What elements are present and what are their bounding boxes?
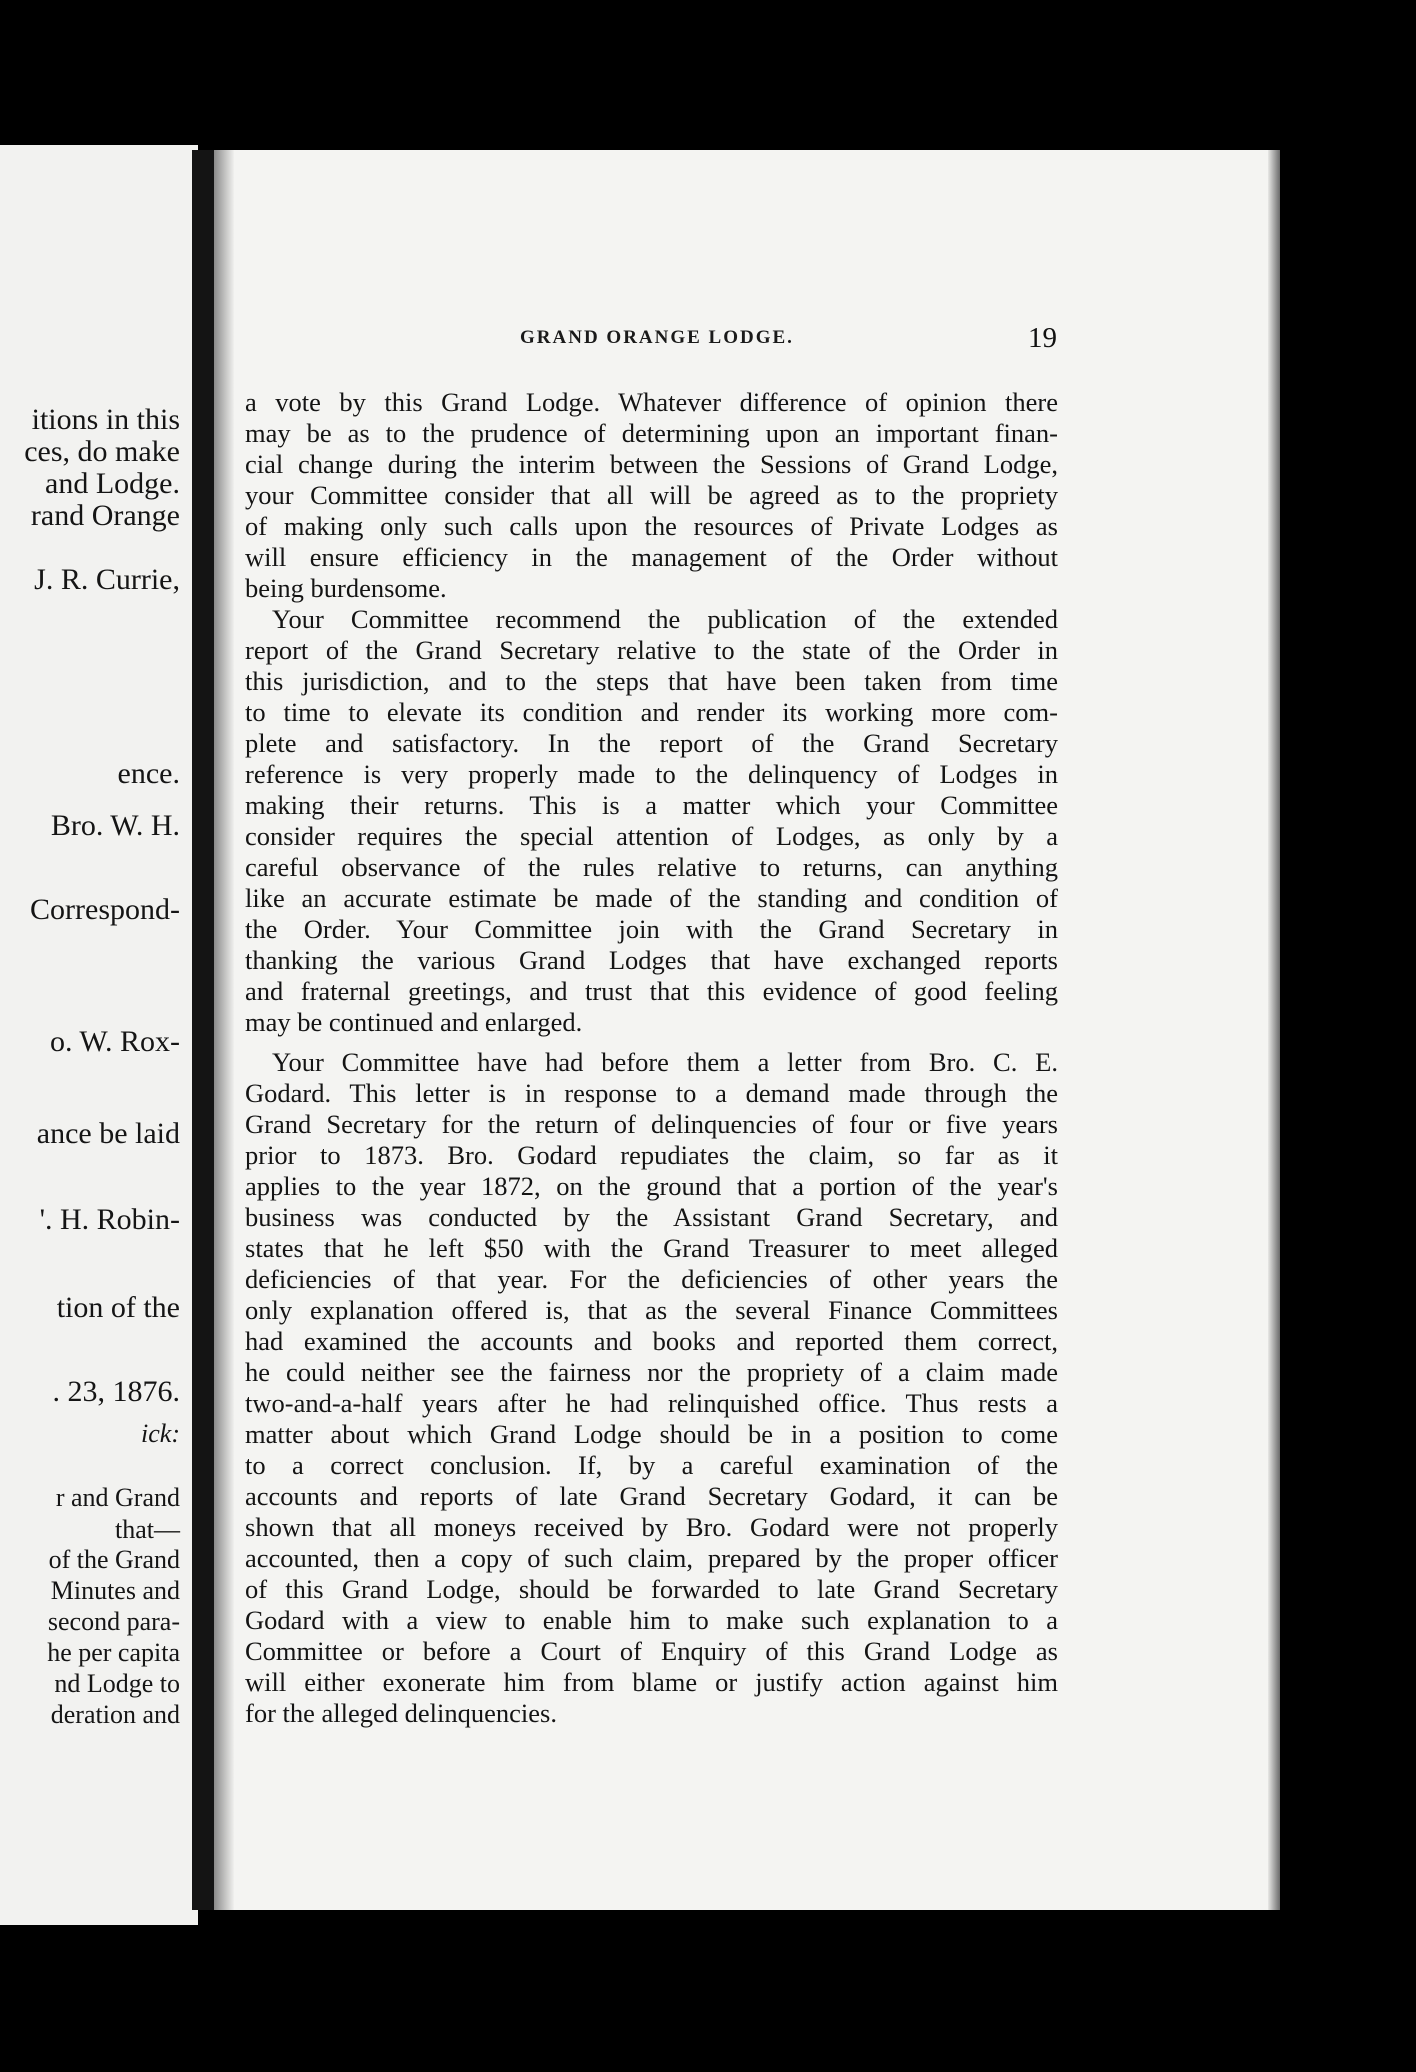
text-line: Godard. This letter is in response to a demand made through the bbox=[245, 1078, 1058, 1108]
text-line: had examined the accounts and books and reported them correct, bbox=[245, 1326, 1058, 1356]
page-number: 19 bbox=[1028, 322, 1057, 354]
text-line: like an accurate estimate be made of the standing and condition of bbox=[245, 883, 1058, 913]
left-page-line: r and Grand bbox=[55, 1483, 180, 1512]
running-head: GRAND ORANGE LODGE. bbox=[520, 327, 794, 348]
page-edge-shadow bbox=[1268, 150, 1280, 1910]
left-page-line: itions in this bbox=[31, 403, 180, 436]
text-line: report of the Grand Secretary relative to the state of the Order in bbox=[245, 635, 1058, 665]
text-line: shown that all moneys received by Bro. Godard were not properly bbox=[245, 1512, 1058, 1542]
left-page-line: nd Lodge to bbox=[54, 1669, 180, 1698]
left-page-line: that— bbox=[115, 1515, 180, 1544]
text-line: making their returns. This is a matter which your Committee bbox=[245, 790, 1058, 820]
left-page-line: rand Orange bbox=[30, 499, 180, 532]
text-line: he could neither see the fairness nor the propriety of a claim made bbox=[245, 1357, 1058, 1387]
text-line: a vote by this Grand Lodge. Whatever difference of opinion there bbox=[245, 387, 1058, 417]
text-line: Grand Secretary for the return of delinquencies of four or five years bbox=[245, 1109, 1058, 1139]
text-line: the Order. Your Committee join with the Grand Secretary in bbox=[245, 914, 1058, 944]
text-line: accounts and reports of late Grand Secretary Godard, it can be bbox=[245, 1481, 1058, 1511]
left-page-line: ence. bbox=[117, 757, 180, 790]
left-page-line: second para- bbox=[47, 1607, 180, 1636]
text-line: of making only such calls upon the resources of Private Lodges as bbox=[245, 511, 1058, 541]
left-page-line: Correspond- bbox=[30, 893, 180, 926]
left-page-line: Minutes and bbox=[50, 1576, 180, 1605]
previous-page-fragment bbox=[0, 145, 198, 1925]
text-line: may be continued and enlarged. bbox=[245, 1007, 583, 1037]
text-line: plete and satisfactory. In the report of the Grand Secretary bbox=[245, 728, 1058, 758]
text-line: cial change during the interim between the Sessions of Grand Lodge, bbox=[245, 449, 1058, 479]
left-page-line: and Lodge. bbox=[45, 467, 180, 500]
left-page-line: ick: bbox=[141, 1419, 180, 1448]
text-line: will ensure efficiency in the management of the Order without bbox=[245, 542, 1058, 572]
text-line: for the alleged delinquencies. bbox=[245, 1698, 557, 1728]
text-line: deficiencies of that year. For the deficiencies of other years the bbox=[245, 1264, 1058, 1294]
text-line: of this Grand Lodge, should be forwarded to late Grand Secretary bbox=[245, 1574, 1058, 1604]
gutter-shadow bbox=[214, 150, 234, 1910]
text-line: careful observance of the rules relative to returns, can anything bbox=[245, 852, 1058, 882]
text-line: to time to elevate its condition and render its working more com- bbox=[245, 697, 1058, 727]
text-line: reference is very properly made to the delinquency of Lodges in bbox=[245, 759, 1058, 789]
left-page-line: tion of the bbox=[56, 1291, 180, 1324]
text-line: thanking the various Grand Lodges that have exchanged reports bbox=[245, 945, 1058, 975]
text-line: business was conducted by the Assistant Grand Secretary, and bbox=[245, 1202, 1058, 1232]
page-gutter bbox=[192, 150, 216, 1910]
left-page-line: o. W. Rox- bbox=[49, 1025, 180, 1058]
text-line: applies to the year 1872, on the ground that a portion of the year's bbox=[245, 1171, 1058, 1201]
text-line: being burdensome. bbox=[245, 573, 447, 603]
left-page-line: . 23, 1876. bbox=[52, 1375, 180, 1408]
text-line: prior to 1873. Bro. Godard repudiates the claim, so far as it bbox=[245, 1140, 1058, 1170]
text-line: Your Committee recommend the publication of the extended bbox=[272, 604, 1058, 634]
text-line: matter about which Grand Lodge should be in a position to come bbox=[245, 1419, 1058, 1449]
text-line: your Committee consider that all will be agreed as to the propriety bbox=[245, 480, 1058, 510]
left-page-line: J. R. Currie, bbox=[34, 563, 180, 596]
text-line: Committee or before a Court of Enquiry of this Grand Lodge as bbox=[245, 1636, 1058, 1666]
text-line: may be as to the prudence of determining upon an important finan- bbox=[245, 418, 1058, 448]
text-line: to a correct conclusion. If, by a careful examination of the bbox=[245, 1450, 1058, 1480]
left-page-line: Bro. W. H. bbox=[50, 809, 180, 842]
left-page-line: of the Grand bbox=[48, 1545, 180, 1574]
text-line: will either exonerate him from blame or justify action against him bbox=[245, 1667, 1058, 1697]
left-page-line: '. H. Robin- bbox=[39, 1203, 180, 1236]
left-page-line: ces, do make bbox=[24, 435, 180, 468]
left-page-line: deration and bbox=[50, 1700, 180, 1729]
left-page-line: ance be laid bbox=[36, 1117, 180, 1150]
text-line: only explanation offered is, that as the several Finance Committees bbox=[245, 1295, 1058, 1325]
text-line: accounted, then a copy of such claim, prepared by the proper officer bbox=[245, 1543, 1058, 1573]
text-line: this jurisdiction, and to the steps that have been taken from time bbox=[245, 666, 1058, 696]
text-line: and fraternal greetings, and trust that this evidence of good feeling bbox=[245, 976, 1058, 1006]
left-page-line: he per capita bbox=[47, 1638, 180, 1667]
text-line: Your Committee have had before them a letter from Bro. C. E. bbox=[272, 1047, 1058, 1077]
text-line: consider requires the special attention of Lodges, as only by a bbox=[245, 821, 1058, 851]
text-line: two-and-a-half years after he had relinquished office. Thus rests a bbox=[245, 1388, 1058, 1418]
text-line: states that he left $50 with the Grand Treasurer to meet alleged bbox=[245, 1233, 1058, 1263]
text-line: Godard with a view to enable him to make such explanation to a bbox=[245, 1605, 1058, 1635]
